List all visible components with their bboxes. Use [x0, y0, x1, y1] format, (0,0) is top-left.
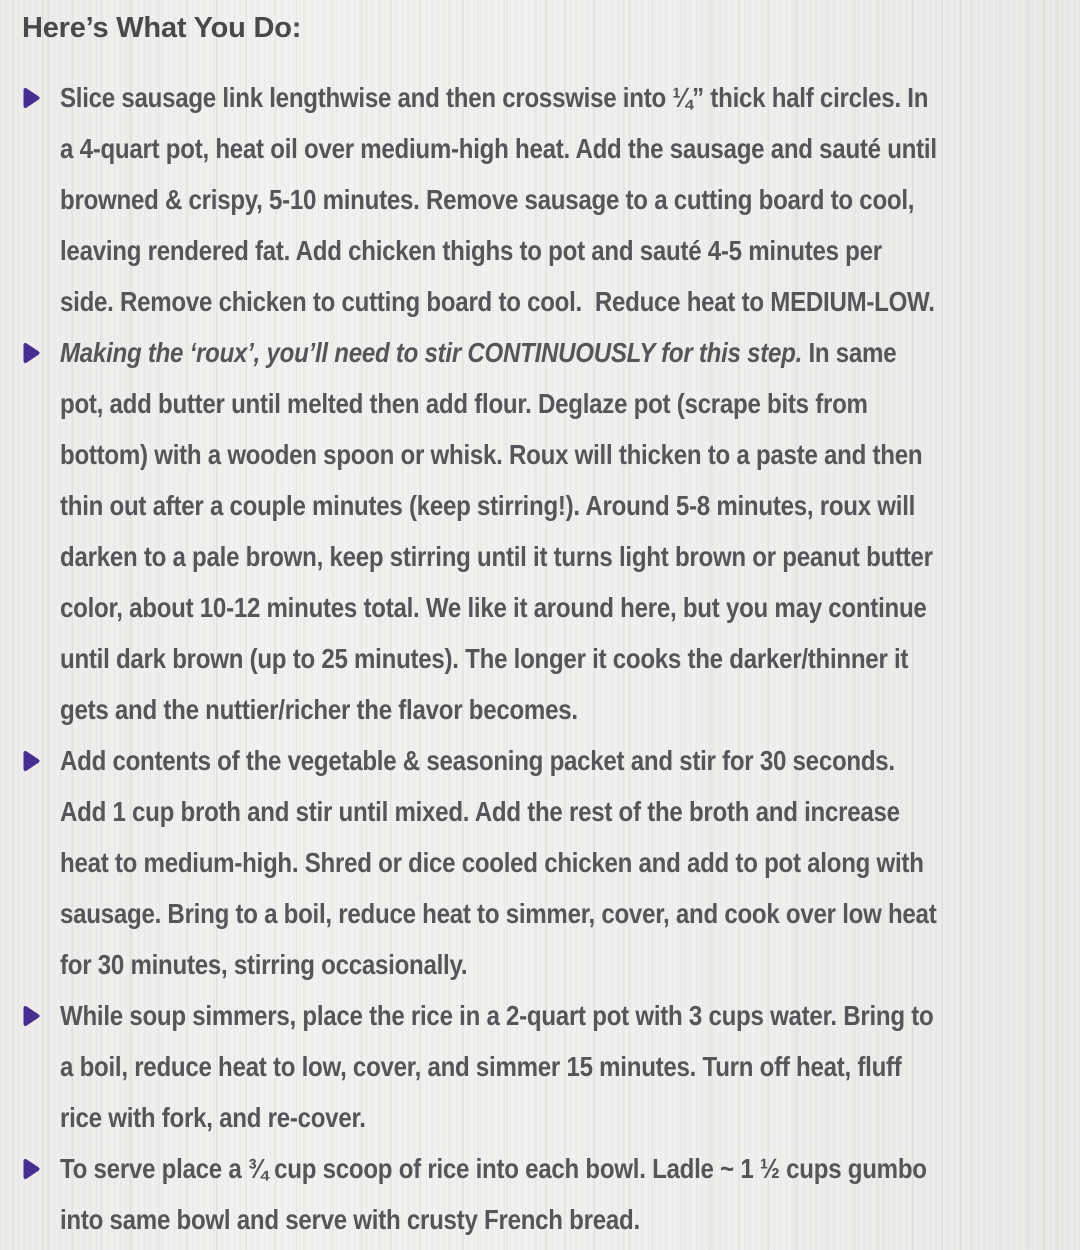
instruction-item: [22, 1143, 1080, 1245]
instruction-item: [22, 327, 1080, 735]
triangle-right-bullet-icon: [22, 1004, 60, 1028]
triangle-right-bullet-icon: [22, 749, 60, 773]
section-title: Here’s What You Do:: [22, 12, 302, 44]
instruction-text: Making the ‘roux’, you’ll need to stir CONTINUOUSLY for this step. In same pot, add butter until melted then add flour. Deglaze pot (scrape bits from bottom) with a wooden spoon or whisk. Roux will thicken to a paste and then thin out after a couple minutes (keep stirring!). Around 5-8 minutes, roux will darken to a pale brown, keep stirring until it turns light brown or peanut butter color, about 10-12 minutes total. We like it around here, but you may continue until dark brown (up to 25 minutes). The longer it cooks the darker/thinner it gets and the nuttier/richer the flavor becomes.: [60, 337, 940, 725]
instruction-item: [22, 72, 1080, 327]
instruction-text: To serve place a ¾ cup scoop of rice into each bowl. Ladle ~ 1 ½ cups gumbo into same bowl and serve with crusty French bread.: [60, 1153, 934, 1235]
triangle-right-bullet-icon: [22, 341, 60, 365]
triangle-right-bullet-icon: [22, 86, 60, 110]
triangle-right-bullet-icon: [22, 1157, 60, 1181]
instruction-item: [22, 735, 1080, 990]
instruction-item: [22, 990, 1080, 1143]
instruction-text: Add contents of the vegetable & seasoning packet and stir for 30 seconds. Add 1 cup broth and stir until mixed. Add the rest of the broth and increase heat to medium-high. Shred or dice cooled chicken and add to pot along with sausage. Bring to a boil, reduce heat to simmer, cover, and cook over low heat for 30 minutes, stirring occasionally.: [60, 745, 943, 980]
instructions-list: [22, 72, 1080, 1245]
instruction-text: While soup simmers, place the rice in a 2-quart pot with 3 cups water. Bring to a boil, reduce heat to low, cover, and simmer 15 minutes. Turn off heat, fluff rice with fork, and re-cover.: [60, 1000, 940, 1133]
instruction-text: Slice sausage link lengthwise and then crosswise into ¼” thick half circles. In a 4-quart pot, heat oil over medium-high heat. Add the sausage and sauté until browned & crispy, 5-10 minutes. Remove sausage to a cutting board to cool, leaving rendered fat. Add chicken thighs to pot and sauté 4-5 minutes per side. Remove chicken to cutting board to cool. Reduce heat to MEDIUM-LOW.: [60, 82, 944, 317]
